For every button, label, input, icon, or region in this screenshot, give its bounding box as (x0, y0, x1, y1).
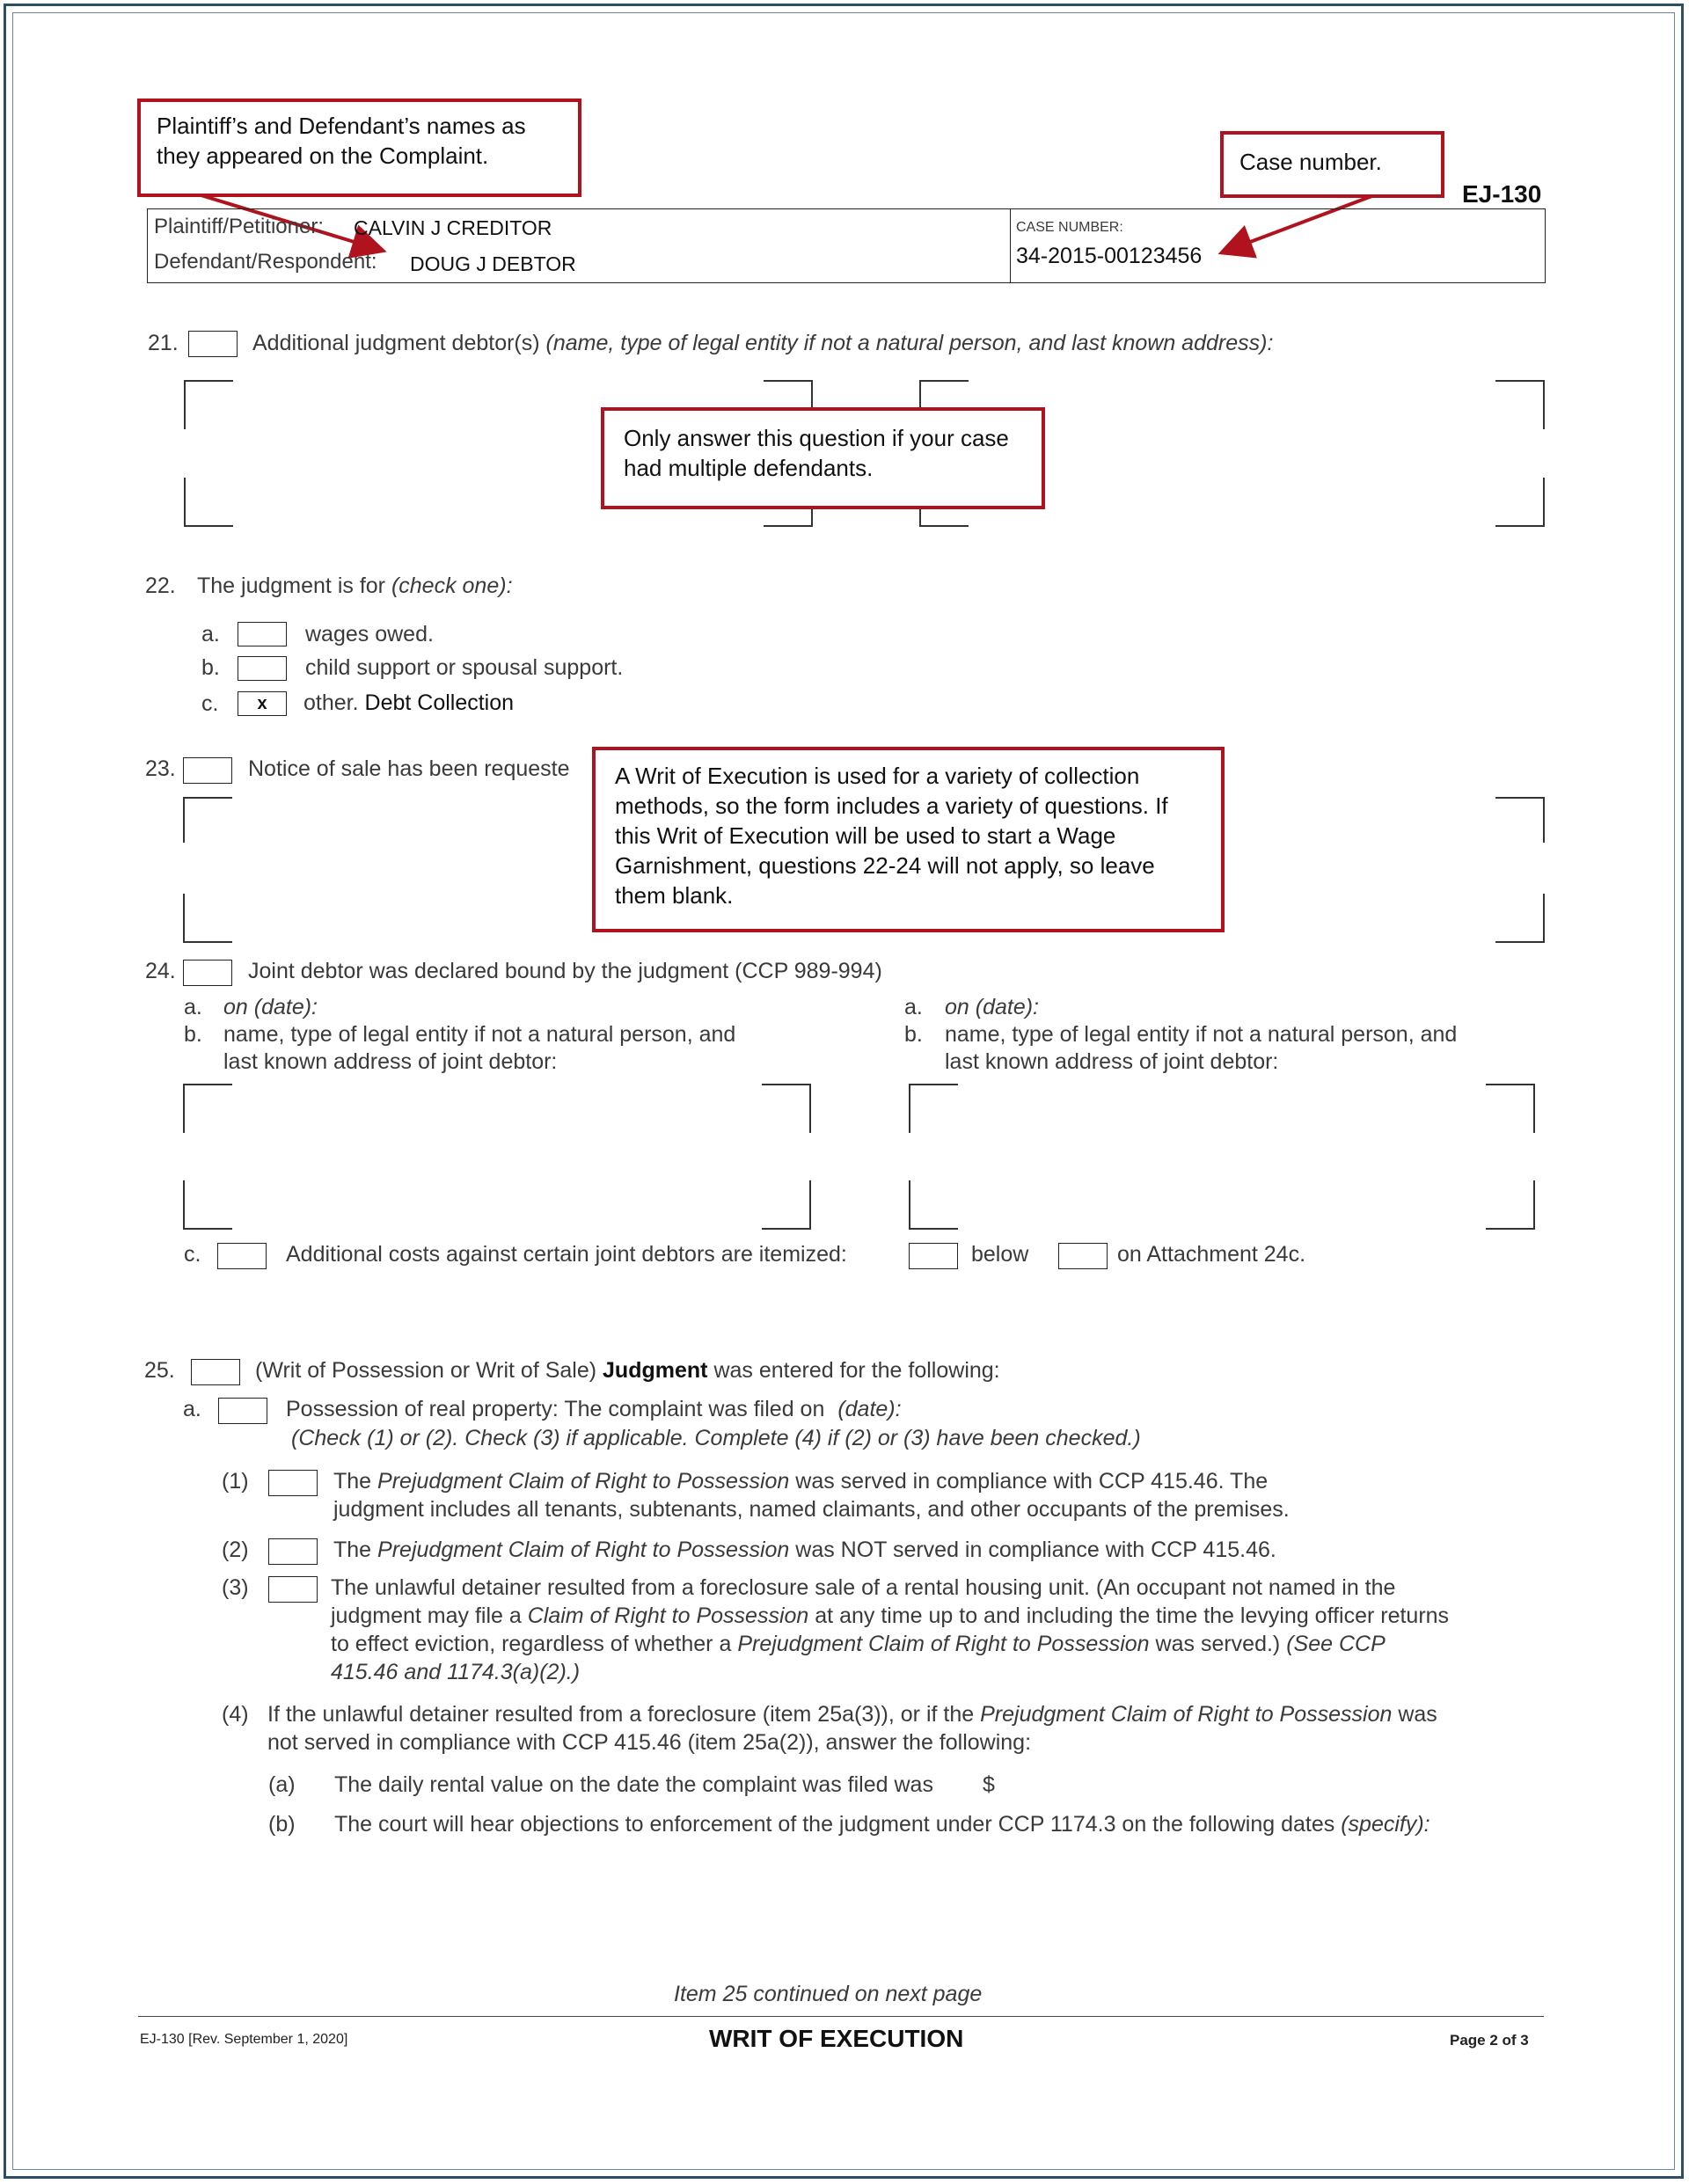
item24b-text-left-1: name, type of legal entity if not a natural person, and (223, 1022, 736, 1047)
item25a4a-dollar: $ (983, 1772, 995, 1797)
item25a-text: Possession of real property: The complaint was filed on (286, 1397, 825, 1421)
writ-callout (592, 747, 1225, 932)
item24c-attachment-checkbox[interactable] (1058, 1243, 1108, 1269)
item22c-checkbox[interactable] (238, 691, 287, 716)
footer-title: WRIT OF EXECUTION (709, 2025, 964, 2052)
item24b-letter-left: b. (184, 1022, 202, 1047)
item24c-text: Additional costs against certain joint debtors are itemized: (286, 1242, 847, 1267)
item25a-label (286, 1397, 902, 1422)
item24b-text-right-1: name, type of legal entity if not a natural person, and (945, 1022, 1458, 1047)
item25-intro: (Writ of Possession or Writ of Sale) (255, 1358, 597, 1383)
item22-number: 22. (145, 573, 176, 598)
footer-page: Page 2 of 3 (1450, 2032, 1529, 2049)
item25a-checkbox[interactable] (218, 1398, 267, 1424)
item25a-letter: a. (183, 1397, 201, 1421)
multiple-defendants-callout-text: Only answer this question if your case had multiple defendants. (624, 425, 1009, 481)
item25a3-line3-italic: Prejudgment Claim of Right to Possession (737, 1632, 1150, 1656)
item24a-text-left: on (date): (223, 995, 318, 1019)
plaintiff-label: Plaintiff/Petitioner: (154, 215, 324, 238)
item21-text-italic: (name, type of legal entity if not a natural person, and last known address): (545, 331, 1274, 355)
case-number-label: CASE NUMBER: (1016, 220, 1123, 235)
item24c-below-checkbox[interactable] (909, 1243, 958, 1269)
item25a1-line1 (333, 1469, 1268, 1494)
item25a2-line (333, 1538, 1276, 1563)
writ-callout-text: A Writ of Execution is used for a variety of collection methods, so the form includes a variety of questions. If this Writ of Execution will be used to start a Wage Garnishment, questions 22-24 will not apply, so leave them blank. (615, 763, 1168, 909)
checkmark-x-icon: x (257, 693, 267, 713)
item24-field-right-right-bottom (1486, 1180, 1535, 1230)
item24-number: 24. (145, 959, 176, 983)
case-number-value[interactable]: 34-2015-00123456 (1016, 244, 1203, 268)
item24-field-left[interactable] (183, 1084, 232, 1133)
item25a4b-italic: (specify): (1341, 1812, 1430, 1837)
item25a2-pre: The (333, 1538, 372, 1562)
item25a4-italic: Prejudgment Claim of Right to Possession (980, 1702, 1393, 1727)
item25a4b-line (334, 1812, 1430, 1837)
item25a3-checkbox[interactable] (268, 1576, 318, 1603)
item25a4-number: (4) (222, 1702, 249, 1727)
item21-number: 21. (148, 331, 179, 355)
item22-text-italic: (check one): (391, 573, 513, 598)
item25a-date: (date): (837, 1397, 902, 1421)
item21-field-left-bottom (184, 478, 233, 527)
item24-field-right[interactable] (909, 1084, 958, 1133)
item23-checkbox[interactable] (183, 757, 232, 784)
continued-note: Item 25 continued on next page (674, 1982, 983, 2006)
item22-text: The judgment is for (197, 573, 385, 598)
item21-text: Additional judgment debtor(s) (252, 331, 540, 355)
item25a1-checkbox[interactable] (268, 1470, 318, 1496)
item25-label (255, 1358, 1000, 1384)
item24c-letter: c. (184, 1242, 201, 1267)
defendant-label: Defendant/Respondent: (154, 250, 377, 274)
item24a-text-right: on (date): (945, 995, 1040, 1019)
item25a3-line2-italic: Claim of Right to Possession (527, 1603, 809, 1628)
item25a2-number: (2) (222, 1538, 249, 1562)
item23-field-right-bottom (1495, 894, 1545, 943)
item25a1-pre: The (333, 1469, 372, 1494)
item25a3-line1: The unlawful detainer resulted from a foreclosure sale of a rental housing unit. (An occupant not named in the (331, 1575, 1396, 1600)
case-number-callout-text: Case number. (1239, 149, 1382, 175)
item25a4a-text: The daily rental value on the date the complaint was filed was (334, 1772, 933, 1797)
item25a1-number: (1) (222, 1469, 249, 1494)
plaintiff-value[interactable]: CALVIN J CREDITOR (354, 216, 552, 239)
names-callout-text: Plaintiff’s and Defendant’s names as they appeared on the Complaint. (157, 113, 526, 169)
item24-field-left-bottom (183, 1180, 232, 1230)
item25a4-pre: If the unlawful detainer resulted from a foreclosure (item 25a(3)), or if the (267, 1702, 975, 1727)
item25-intro-end: was entered for the following: (713, 1358, 1000, 1383)
item25a3-line3-see: (See CCP (1286, 1632, 1386, 1656)
item22-label (197, 573, 513, 599)
form-id: EJ-130 (1462, 180, 1542, 208)
item25a4-line2: not served in compliance with CCP 415.46 (item 25a(2)), answer the following: (267, 1730, 1032, 1755)
names-callout (137, 99, 581, 197)
item25a3-line3 (331, 1632, 1386, 1657)
item24a-letter-left: a. (184, 995, 202, 1019)
item25a3-line2-post: at any time up to and including the time the levying officer returns (815, 1603, 1450, 1628)
item25a2-post: was NOT served in compliance with CCP 415.46. (795, 1538, 1276, 1562)
item25a4b-number: (b) (268, 1812, 296, 1837)
item25-number: 25. (144, 1358, 175, 1383)
item22c-text: other. (303, 690, 359, 715)
item23-label: Notice of sale has been requeste (248, 756, 570, 781)
item24-field-left-right-bottom (762, 1180, 811, 1230)
footer-rule (138, 2016, 1544, 2017)
item25a3-line3-post: was served.) (1155, 1632, 1281, 1656)
item25a1-italic: Prejudgment Claim of Right to Possession (377, 1469, 790, 1494)
item22b-letter: b. (201, 655, 220, 680)
item24c-attachment-label: on Attachment 24c. (1117, 1242, 1306, 1267)
item22a-letter: a. (201, 622, 220, 646)
item25a2-checkbox[interactable] (268, 1538, 318, 1565)
item25a-instructions: (Check (1) or (2). Check (3) if applicable. Complete (4) if (2) or (3) have been checked.) (291, 1426, 1141, 1450)
item24c-below-label: below (971, 1242, 1029, 1267)
item24b-text-right-2: last known address of joint debtor: (945, 1049, 1279, 1074)
item25a3-number: (3) (222, 1575, 249, 1600)
item25a4-post: was (1398, 1702, 1437, 1727)
item22a-checkbox[interactable] (238, 622, 287, 646)
item23-field[interactable] (183, 797, 232, 843)
item25a4b-text: The court will hear objections to enforcement of the judgment under CCP 1174.3 on the following dates (334, 1812, 1335, 1837)
item25a3-line2-pre: judgment may file a (331, 1603, 522, 1628)
item25-intro-bold: Judgment (603, 1358, 708, 1383)
item24c-checkbox[interactable] (217, 1243, 267, 1269)
item25-checkbox[interactable] (191, 1359, 240, 1385)
item24-field-right-bottom (909, 1180, 958, 1230)
item22b-checkbox[interactable] (238, 656, 287, 681)
item21-checkbox[interactable] (188, 331, 238, 357)
item25a4a-number: (a) (268, 1772, 296, 1797)
item24-checkbox[interactable] (183, 960, 232, 986)
item22c-letter: c. (201, 691, 219, 716)
multiple-defendants-callout (601, 407, 1045, 509)
item25a3-line2 (331, 1603, 1449, 1629)
item24-label: Joint debtor was declared bound by the judgment (CCP 989-994) (248, 959, 882, 983)
item25a3-line4: 415.46 and 1174.3(a)(2).) (331, 1660, 581, 1684)
item24b-text-left-2: last known address of joint debtor: (223, 1049, 558, 1074)
item23-field-bottom (183, 894, 232, 943)
item22c-value[interactable]: Debt Collection (364, 690, 515, 715)
item21-field-right-right-bottom (1495, 478, 1545, 527)
caption-divider (1010, 208, 1011, 283)
case-number-callout (1220, 131, 1444, 198)
item21-field-right-right-top (1495, 380, 1545, 429)
item23-number: 23. (145, 756, 176, 781)
item25a1-line2: judgment includes all tenants, subtenants, named claimants, and other occupants of the premises. (333, 1497, 1290, 1522)
item25a4-line1 (267, 1702, 1437, 1727)
item22a-label: wages owed. (305, 622, 434, 646)
item25a1-post: was served in compliance with CCP 415.46. The (795, 1469, 1269, 1494)
item22b-label: child support or spousal support. (305, 655, 624, 680)
item23-field-right-top (1495, 797, 1545, 843)
item24b-letter-right: b. (904, 1022, 923, 1047)
item24-field-right-right-top (1486, 1084, 1535, 1133)
item24a-letter-right: a. (904, 995, 923, 1019)
footer-revision: EJ-130 [Rev. September 1, 2020] (140, 2032, 348, 2047)
item21-field-left[interactable] (184, 380, 233, 429)
item21-label (252, 331, 1273, 356)
item25a3-line3-pre: to effect eviction, regardless of whether a (331, 1632, 732, 1656)
item22c-label (303, 690, 514, 716)
item25a2-italic: Prejudgment Claim of Right to Possession (377, 1538, 790, 1562)
item24-field-left-right-top (762, 1084, 811, 1133)
defendant-value[interactable]: DOUG J DEBTOR (410, 252, 576, 275)
